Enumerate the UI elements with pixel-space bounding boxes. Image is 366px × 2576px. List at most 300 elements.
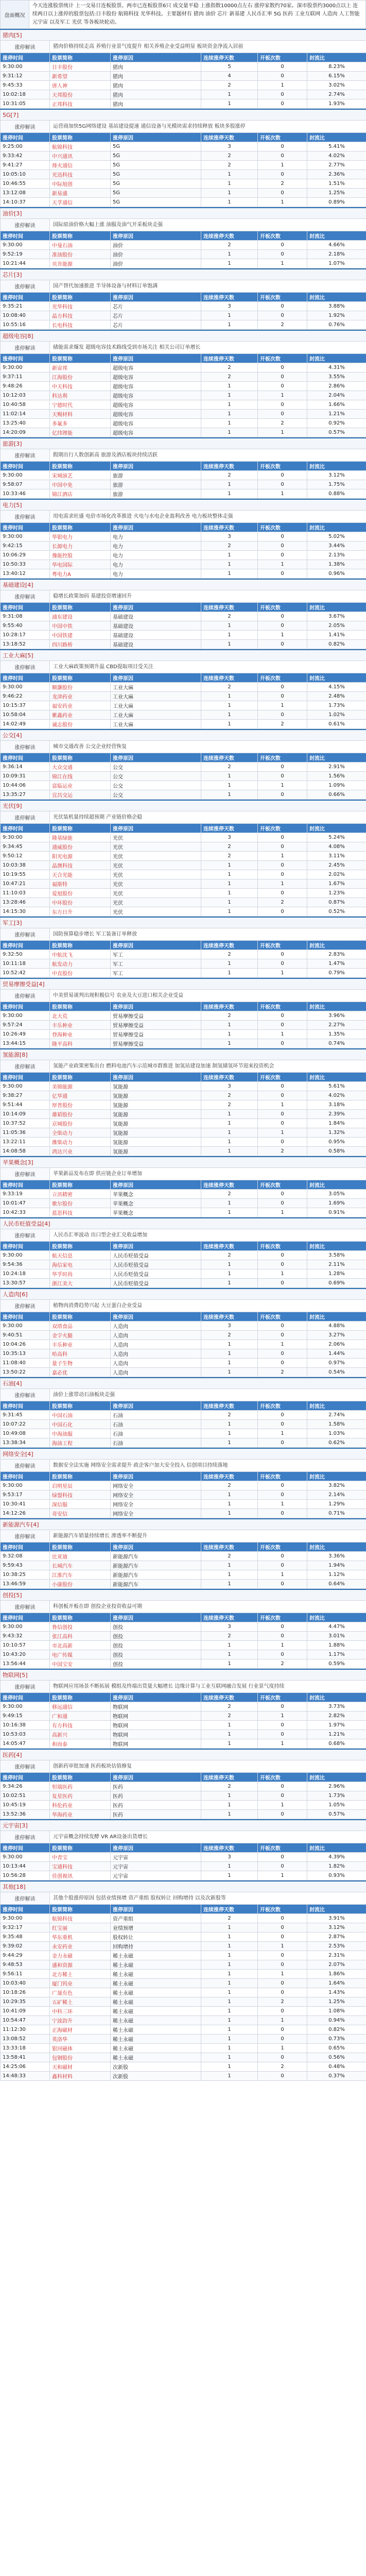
open-count-cell: 1 xyxy=(258,1500,307,1509)
table-row[interactable] xyxy=(1,683,366,692)
section-title[interactable]: 军工[3] xyxy=(1,917,366,928)
stock-name-cell[interactable]: 浦东建设 xyxy=(50,612,111,621)
stock-name-cell[interactable]: 天合光能 xyxy=(50,870,111,879)
table-row[interactable] xyxy=(1,852,366,861)
stock-name-cell[interactable]: 美锦能源 xyxy=(50,1082,111,1091)
stock-name-cell[interactable]: 中海油服 xyxy=(50,1429,111,1438)
table-row[interactable] xyxy=(1,1997,366,2007)
stock-name-cell[interactable]: 科达利 xyxy=(50,391,111,400)
section-title[interactable]: 其他[18] xyxy=(1,1881,366,1892)
stock-name-cell[interactable]: 登海种业 xyxy=(50,1030,111,1039)
table-row[interactable] xyxy=(1,302,366,311)
section-title[interactable]: 苹果概念[3] xyxy=(1,1157,366,1168)
stock-name-cell[interactable]: 移远通信 xyxy=(50,1702,111,1711)
stock-name-cell[interactable]: 鑫科材料 xyxy=(50,2072,111,2081)
section-title[interactable]: 人民币贬值受益[4] xyxy=(1,1218,366,1229)
stock-name-cell[interactable]: 绿盟科技 xyxy=(50,1490,111,1500)
stock-name-cell[interactable]: 比亚迪 xyxy=(50,1552,111,1561)
stock-name-cell[interactable]: 长电科技 xyxy=(50,320,111,330)
table-row[interactable] xyxy=(1,2007,366,2016)
table-row[interactable] xyxy=(1,560,366,569)
stock-name-cell[interactable]: 中兴通讯 xyxy=(50,151,111,161)
stock-name-cell[interactable]: 华东重机 xyxy=(50,1933,111,1942)
table-row[interactable] xyxy=(1,428,366,437)
table-row[interactable] xyxy=(1,1340,366,1349)
section-title[interactable]: 网络安全[4] xyxy=(1,1448,366,1460)
table-row[interactable] xyxy=(1,179,366,189)
stock-name-cell[interactable]: 光迅科技 xyxy=(50,170,111,179)
stock-name-cell[interactable]: 嘉必优 xyxy=(50,1368,111,1377)
stock-name-cell[interactable]: 贝肯能源 xyxy=(50,259,111,268)
table-row[interactable] xyxy=(1,170,366,179)
table-row[interactable] xyxy=(1,1942,366,1951)
table-row[interactable] xyxy=(1,99,366,109)
stock-name-cell[interactable]: 大众交通 xyxy=(50,762,111,772)
table-row[interactable] xyxy=(1,1082,366,1091)
section-table xyxy=(0,1669,366,1749)
table-row[interactable] xyxy=(1,870,366,879)
stock-name-cell[interactable]: 立讯精密 xyxy=(50,1190,111,1199)
stock-name-cell[interactable]: 宁波韵升 xyxy=(50,2016,111,2025)
stock-name-cell[interactable]: 高新兴 xyxy=(50,1730,111,1739)
table-row[interactable] xyxy=(1,1509,366,1518)
stock-name-cell[interactable]: 雄韬股份 xyxy=(50,1110,111,1119)
table-row[interactable] xyxy=(1,762,366,772)
table-row[interactable] xyxy=(1,1279,366,1288)
section-title[interactable]: 公交[4] xyxy=(1,730,366,741)
table-row[interactable] xyxy=(1,1119,366,1128)
table-row[interactable] xyxy=(1,2044,366,2053)
column-header: 封流比 xyxy=(307,462,366,471)
table-row[interactable] xyxy=(1,569,366,579)
section-title[interactable]: 创投[5] xyxy=(1,1589,366,1601)
table-row[interactable] xyxy=(1,889,366,898)
stock-name-cell[interactable]: 富临运业 xyxy=(50,781,111,790)
open-count-cell: 0 xyxy=(258,772,307,781)
table-row[interactable] xyxy=(1,1138,366,1147)
stock-name-cell[interactable]: 航锦科技 xyxy=(50,1914,111,1923)
stock-name-cell[interactable]: 奇安信 xyxy=(50,1509,111,1518)
stock-name-cell[interactable]: 佳创视讯 xyxy=(50,1871,111,1880)
stock-name-cell[interactable]: 顺灏股份 xyxy=(50,683,111,692)
stock-name-cell[interactable]: 天孚通信 xyxy=(50,198,111,207)
stock-name-cell[interactable]: 宝通科技 xyxy=(50,1862,111,1871)
stock-name-cell[interactable]: 福斯特 xyxy=(50,879,111,889)
stock-name-cell[interactable]: 浙江美大 xyxy=(50,1279,111,1288)
stock-name-cell[interactable]: 丰乐种业 xyxy=(50,1340,111,1349)
table-row[interactable] xyxy=(1,363,366,372)
section-title[interactable]: 油价[3] xyxy=(1,208,366,219)
table-row[interactable] xyxy=(1,241,366,250)
table-row[interactable] xyxy=(1,142,366,151)
stock-name-cell[interactable]: 中国石化 xyxy=(50,1420,111,1429)
stock-name-cell[interactable]: 中国宝安 xyxy=(50,1659,111,1669)
table-row[interactable] xyxy=(1,1021,366,1030)
stock-name-cell[interactable]: 厚普股份 xyxy=(50,1100,111,1110)
table-row[interactable] xyxy=(1,2062,366,2072)
stock-name-cell[interactable]: 通威股份 xyxy=(50,842,111,852)
table-row[interactable] xyxy=(1,320,366,330)
stock-name-cell[interactable]: 盛和资源 xyxy=(50,1960,111,1970)
stock-name-cell[interactable]: 中国中铁 xyxy=(50,621,111,631)
table-row[interactable] xyxy=(1,1580,366,1589)
table-row[interactable] xyxy=(1,161,366,170)
table-row[interactable] xyxy=(1,1110,366,1119)
stock-name-cell[interactable]: 英洛华 xyxy=(50,2035,111,2044)
table-row[interactable] xyxy=(1,1801,366,1810)
table-row[interactable] xyxy=(1,898,366,907)
table-row[interactable] xyxy=(1,1650,366,1659)
table-row[interactable] xyxy=(1,950,366,959)
stock-name-cell[interactable]: 晶澳科技 xyxy=(50,861,111,870)
stock-name-cell[interactable]: 广晟有色 xyxy=(50,1988,111,1997)
stock-name-cell[interactable]: 北大荒 xyxy=(50,1011,111,1021)
stock-name-cell[interactable]: 阳光电源 xyxy=(50,852,111,861)
stock-name-cell[interactable]: 粤电力A xyxy=(50,569,111,579)
table-row[interactable] xyxy=(1,1269,366,1279)
stock-name-cell[interactable]: 京城股份 xyxy=(50,1119,111,1128)
table-row[interactable] xyxy=(1,72,366,81)
stock-name-cell[interactable]: 日丰股份 xyxy=(50,62,111,72)
table-row[interactable] xyxy=(1,1128,366,1138)
table-row[interactable] xyxy=(1,1411,366,1420)
stock-name-cell[interactable]: 潍柴动力 xyxy=(50,1138,111,1147)
stock-name-cell[interactable]: 中直股份 xyxy=(50,969,111,978)
stock-name-cell[interactable]: 张江高科 xyxy=(50,1632,111,1641)
section-title[interactable]: 基础建设[4] xyxy=(1,579,366,590)
table-row[interactable] xyxy=(1,410,366,419)
table-row[interactable] xyxy=(1,372,366,382)
table-row[interactable] xyxy=(1,1791,366,1801)
section-table xyxy=(0,109,366,207)
stock-name-cell[interactable]: 红宝丽 xyxy=(50,1923,111,1933)
stock-name-cell[interactable]: 长源电力 xyxy=(50,541,111,551)
reason-cell: 工业大麻 xyxy=(111,701,201,710)
stock-name-cell[interactable]: 鲁信创投 xyxy=(50,1622,111,1632)
stock-name-cell[interactable]: 天赐材料 xyxy=(50,410,111,419)
reason-cell: 人造肉 xyxy=(111,1321,201,1331)
table-row[interactable] xyxy=(1,1420,366,1429)
table-row[interactable] xyxy=(1,1438,366,1448)
table-row[interactable] xyxy=(1,1091,366,1100)
table-row[interactable] xyxy=(1,532,366,541)
table-row[interactable] xyxy=(1,1853,366,1862)
table-row[interactable] xyxy=(1,907,366,917)
stock-name-cell[interactable]: 和而泰 xyxy=(50,1739,111,1749)
section-title[interactable]: 5G[7] xyxy=(1,109,366,121)
stock-name-cell[interactable]: 科伦药业 xyxy=(50,1801,111,1810)
table-row[interactable] xyxy=(1,1871,366,1880)
table-row[interactable] xyxy=(1,1190,366,1199)
section-title[interactable]: 贸易摩擦受益[4] xyxy=(1,978,366,990)
table-row[interactable] xyxy=(1,631,366,640)
table-row[interactable] xyxy=(1,1368,366,1377)
table-row[interactable] xyxy=(1,1331,366,1340)
table-row[interactable] xyxy=(1,189,366,198)
stock-name-cell[interactable]: 北方稀土 xyxy=(50,1970,111,1979)
stock-name-cell[interactable]: 深信服 xyxy=(50,1500,111,1509)
section-title[interactable]: 光伏[9] xyxy=(1,800,366,811)
section-title[interactable]: 芯片[3] xyxy=(1,269,366,280)
table-row[interactable] xyxy=(1,833,366,842)
stock-name-cell[interactable]: 正邦科技 xyxy=(50,99,111,109)
stock-name-cell[interactable]: 锦江在线 xyxy=(50,772,111,781)
stock-name-cell[interactable]: 市北高新 xyxy=(50,1641,111,1650)
section-title[interactable]: 工业大麻[5] xyxy=(1,650,366,661)
table-row[interactable] xyxy=(1,959,366,969)
stock-name-cell[interactable]: 五矿稀土 xyxy=(50,1997,111,2007)
stock-name-cell[interactable]: 华海药业 xyxy=(50,1810,111,1819)
stock-name-cell[interactable]: 启明星辰 xyxy=(50,1481,111,1490)
stock-name-cell[interactable]: 亿华通 xyxy=(50,1091,111,1100)
table-row[interactable] xyxy=(1,250,366,259)
table-row[interactable] xyxy=(1,1914,366,1923)
section-title[interactable]: 超级电容[8] xyxy=(1,330,366,342)
table-row[interactable] xyxy=(1,1561,366,1570)
stock-name-cell[interactable]: 鸿达兴业 xyxy=(50,1147,111,1156)
stock-name-cell[interactable]: 晶方科技 xyxy=(50,311,111,320)
table-row[interactable] xyxy=(1,62,366,72)
stock-name-cell[interactable]: 全柴动力 xyxy=(50,1128,111,1138)
section-title[interactable]: 旅游[3] xyxy=(1,438,366,449)
section-desc-row xyxy=(1,342,366,354)
stock-name-cell[interactable]: 银河磁体 xyxy=(50,2044,111,2053)
stock-name-cell[interactable]: 宁德时代 xyxy=(50,400,111,410)
table-row[interactable] xyxy=(1,621,366,631)
table-row[interactable] xyxy=(1,1923,366,1933)
table-row[interactable] xyxy=(1,1782,366,1791)
stock-name-cell[interactable]: 中际旭创 xyxy=(50,179,111,189)
reason-cell: 医药 xyxy=(111,1801,201,1810)
stock-name-cell[interactable]: 隆基绿能 xyxy=(50,833,111,842)
table-row[interactable] xyxy=(1,419,366,428)
table-row[interactable] xyxy=(1,2072,366,2081)
stock-name-cell[interactable]: 准油股份 xyxy=(50,250,111,259)
table-row[interactable] xyxy=(1,1570,366,1580)
table-row[interactable] xyxy=(1,1199,366,1208)
table-row[interactable] xyxy=(1,640,366,649)
table-row[interactable] xyxy=(1,1988,366,1997)
stock-name-cell[interactable]: 蓝思科技 xyxy=(50,1208,111,1217)
stock-name-cell[interactable]: 小康股份 xyxy=(50,1580,111,1589)
table-row[interactable] xyxy=(1,400,366,410)
table-row[interactable] xyxy=(1,1721,366,1730)
table-row[interactable] xyxy=(1,311,366,320)
stock-name-cell[interactable]: 东方日升 xyxy=(50,907,111,917)
stock-name-cell[interactable]: 中环股份 xyxy=(50,898,111,907)
table-row[interactable] xyxy=(1,382,366,391)
stock-name-cell[interactable]: 海油工程 xyxy=(50,1438,111,1448)
table-row[interactable] xyxy=(1,781,366,790)
table-row[interactable] xyxy=(1,790,366,800)
section-title[interactable]: 人造肉[6] xyxy=(1,1289,366,1300)
stock-name-cell[interactable]: 宋城演艺 xyxy=(50,471,111,480)
stock-name-cell[interactable]: 金力永磁 xyxy=(50,1951,111,1960)
stock-name-cell[interactable]: 隆平高科 xyxy=(50,1039,111,1048)
table-row[interactable] xyxy=(1,198,366,207)
table-row[interactable] xyxy=(1,1321,366,1331)
table-row[interactable] xyxy=(1,842,366,852)
table-row[interactable] xyxy=(1,1481,366,1490)
stock-name-cell[interactable]: 长城汽车 xyxy=(50,1561,111,1570)
stock-name-cell[interactable]: 唐人神 xyxy=(50,81,111,90)
stock-name-cell[interactable]: 金字火腿 xyxy=(50,1331,111,1340)
table-row[interactable] xyxy=(1,1552,366,1561)
stock-name-cell[interactable]: 紫鑫药业 xyxy=(50,710,111,720)
table-row[interactable] xyxy=(1,391,366,400)
table-row[interactable] xyxy=(1,1208,366,1217)
stock-name-cell[interactable]: 新希望 xyxy=(50,72,111,81)
table-row[interactable] xyxy=(1,1429,366,1438)
table-row[interactable] xyxy=(1,1251,366,1260)
table-row[interactable] xyxy=(1,879,366,889)
stock-name-cell[interactable]: 多氟多 xyxy=(50,419,111,428)
table-row[interactable] xyxy=(1,1260,366,1269)
table-row[interactable] xyxy=(1,1739,366,1749)
stock-name-cell[interactable]: 华电国际 xyxy=(50,560,111,569)
table-row[interactable] xyxy=(1,861,366,870)
stock-name-cell[interactable]: 航发动力 xyxy=(50,959,111,969)
stock-name-cell[interactable]: 厦门钨业 xyxy=(50,1979,111,1988)
table-row[interactable] xyxy=(1,480,366,489)
stock-name-cell[interactable]: 中天科技 xyxy=(50,382,111,391)
table-row[interactable] xyxy=(1,1622,366,1632)
table-row[interactable] xyxy=(1,1039,366,1048)
stock-name-cell[interactable]: 天邦股份 xyxy=(50,90,111,99)
stock-name-cell[interactable]: 诚志股份 xyxy=(50,720,111,729)
table-row[interactable] xyxy=(1,259,366,268)
table-row[interactable] xyxy=(1,710,366,720)
table-row[interactable] xyxy=(1,1970,366,1979)
stock-name-cell[interactable]: 广和通 xyxy=(50,1711,111,1721)
table-row[interactable] xyxy=(1,720,366,729)
table-row[interactable] xyxy=(1,1862,366,1871)
table-row[interactable] xyxy=(1,772,366,781)
stock-name-cell[interactable]: 天和磁材 xyxy=(50,2062,111,2072)
table-row[interactable] xyxy=(1,2053,366,2062)
table-row[interactable] xyxy=(1,1711,366,1721)
table-row[interactable] xyxy=(1,551,366,560)
stock-name-cell[interactable]: 哈高科 xyxy=(50,1349,111,1359)
table-row[interactable] xyxy=(1,1702,366,1711)
stock-name-cell[interactable]: 福安药业 xyxy=(50,701,111,710)
table-row[interactable] xyxy=(1,1951,366,1960)
stock-name-cell[interactable]: 中国铁建 xyxy=(50,631,111,640)
section-title[interactable]: 猪肉[5] xyxy=(1,29,366,41)
table-row[interactable] xyxy=(1,1641,366,1650)
open-count-cell: 1 xyxy=(258,1970,307,1979)
table-row[interactable] xyxy=(1,1659,366,1669)
table-row[interactable] xyxy=(1,1730,366,1739)
stock-name-cell[interactable]: 华孚时尚 xyxy=(50,1269,111,1279)
table-row[interactable] xyxy=(1,1810,366,1819)
section-title[interactable]: 物联网[5] xyxy=(1,1669,366,1681)
stock-name-cell[interactable]: 光华科技 xyxy=(50,302,111,311)
table-row[interactable] xyxy=(1,1960,366,1970)
stock-name-cell[interactable]: 锦江酒店 xyxy=(50,489,111,499)
table-row[interactable] xyxy=(1,1500,366,1509)
stock-name-cell[interactable]: 复星医药 xyxy=(50,1791,111,1801)
stock-name-cell[interactable]: 中曼石油 xyxy=(50,241,111,250)
table-row[interactable] xyxy=(1,2025,366,2035)
table-row[interactable] xyxy=(1,1632,366,1641)
stock-name-cell[interactable]: 电广传媒 xyxy=(50,1650,111,1659)
stock-name-cell[interactable]: 双塔食品 xyxy=(50,1321,111,1331)
stock-name-cell[interactable]: 宜昌交运 xyxy=(50,790,111,800)
stock-name-cell[interactable]: 中科三环 xyxy=(50,2007,111,2016)
section-title[interactable]: 新能源汽车[4] xyxy=(1,1519,366,1530)
stock-name-cell[interactable]: 新宙邦 xyxy=(50,363,111,372)
table-row[interactable] xyxy=(1,1359,366,1368)
table-row[interactable] xyxy=(1,471,366,480)
table-row[interactable] xyxy=(1,1490,366,1500)
table-row[interactable] xyxy=(1,1030,366,1039)
table-row[interactable] xyxy=(1,81,366,90)
stock-name-cell[interactable]: 中航沈飞 xyxy=(50,950,111,959)
stock-name-cell[interactable]: 华银电力 xyxy=(50,532,111,541)
stock-name-cell[interactable]: 江淮汽车 xyxy=(50,1570,111,1580)
section-title[interactable]: 电力[5] xyxy=(1,499,366,511)
stock-name-cell[interactable]: 包钢股份 xyxy=(50,2053,111,2062)
table-row[interactable] xyxy=(1,151,366,161)
table-row[interactable] xyxy=(1,1933,366,1942)
table-row[interactable] xyxy=(1,1979,366,1988)
table-row[interactable] xyxy=(1,692,366,701)
stock-name-cell[interactable]: 海信家电 xyxy=(50,1260,111,1269)
stock-name-cell[interactable]: 烽火通信 xyxy=(50,161,111,170)
section-title[interactable]: 石油[4] xyxy=(1,1378,366,1389)
stock-name-cell[interactable]: 量子生物 xyxy=(50,1359,111,1368)
stock-name-cell[interactable]: 龙津药业 xyxy=(50,692,111,701)
table-row[interactable] xyxy=(1,1011,366,1021)
stock-name-cell[interactable]: 中国中免 xyxy=(50,480,111,489)
stock-name-cell[interactable]: 永安药业 xyxy=(50,1942,111,1951)
table-row[interactable] xyxy=(1,90,366,99)
stock-name-cell[interactable]: 江海股份 xyxy=(50,372,111,382)
table-row[interactable] xyxy=(1,969,366,978)
table-row[interactable] xyxy=(1,612,366,621)
section-title[interactable]: 医药[4] xyxy=(1,1749,366,1760)
stock-name-cell[interactable]: 四川路桥 xyxy=(50,640,111,649)
stock-name-cell[interactable]: 新易盛 xyxy=(50,189,111,198)
table-row[interactable] xyxy=(1,1100,366,1110)
stock-name-cell[interactable]: 豫能控股 xyxy=(50,551,111,560)
section-title[interactable]: 氢能源[8] xyxy=(1,1049,366,1060)
stock-name-cell[interactable]: 正海磁材 xyxy=(50,2025,111,2035)
table-row[interactable] xyxy=(1,489,366,499)
stock-name-cell[interactable]: 航天信息 xyxy=(50,1251,111,1260)
stock-name-cell[interactable]: 航锦科技 xyxy=(50,142,111,151)
table-row[interactable] xyxy=(1,541,366,551)
table-row[interactable] xyxy=(1,1349,366,1359)
stock-name-cell[interactable]: 爱旭股份 xyxy=(50,889,111,898)
section-title[interactable]: 元宇宙[3] xyxy=(1,1820,366,1831)
stock-name-cell[interactable]: 有方科技 xyxy=(50,1721,111,1730)
table-row[interactable] xyxy=(1,2016,366,2025)
stock-name-cell[interactable]: 丰乐种业 xyxy=(50,1021,111,1030)
stock-name-cell[interactable]: 亿纬锂能 xyxy=(50,428,111,437)
stock-name-cell[interactable]: 中青宝 xyxy=(50,1853,111,1862)
table-row[interactable] xyxy=(1,2035,366,2044)
stock-name-cell[interactable]: 恒瑞医药 xyxy=(50,1782,111,1791)
stock-name-cell[interactable]: 歌尔股份 xyxy=(50,1199,111,1208)
section-table xyxy=(0,1518,366,1589)
table-row[interactable] xyxy=(1,701,366,710)
table-row[interactable] xyxy=(1,1147,366,1156)
streak-days-cell: 2 xyxy=(201,852,258,861)
stock-name-cell[interactable]: 中国石油 xyxy=(50,1411,111,1420)
column-header: 开板次数 xyxy=(258,603,307,612)
